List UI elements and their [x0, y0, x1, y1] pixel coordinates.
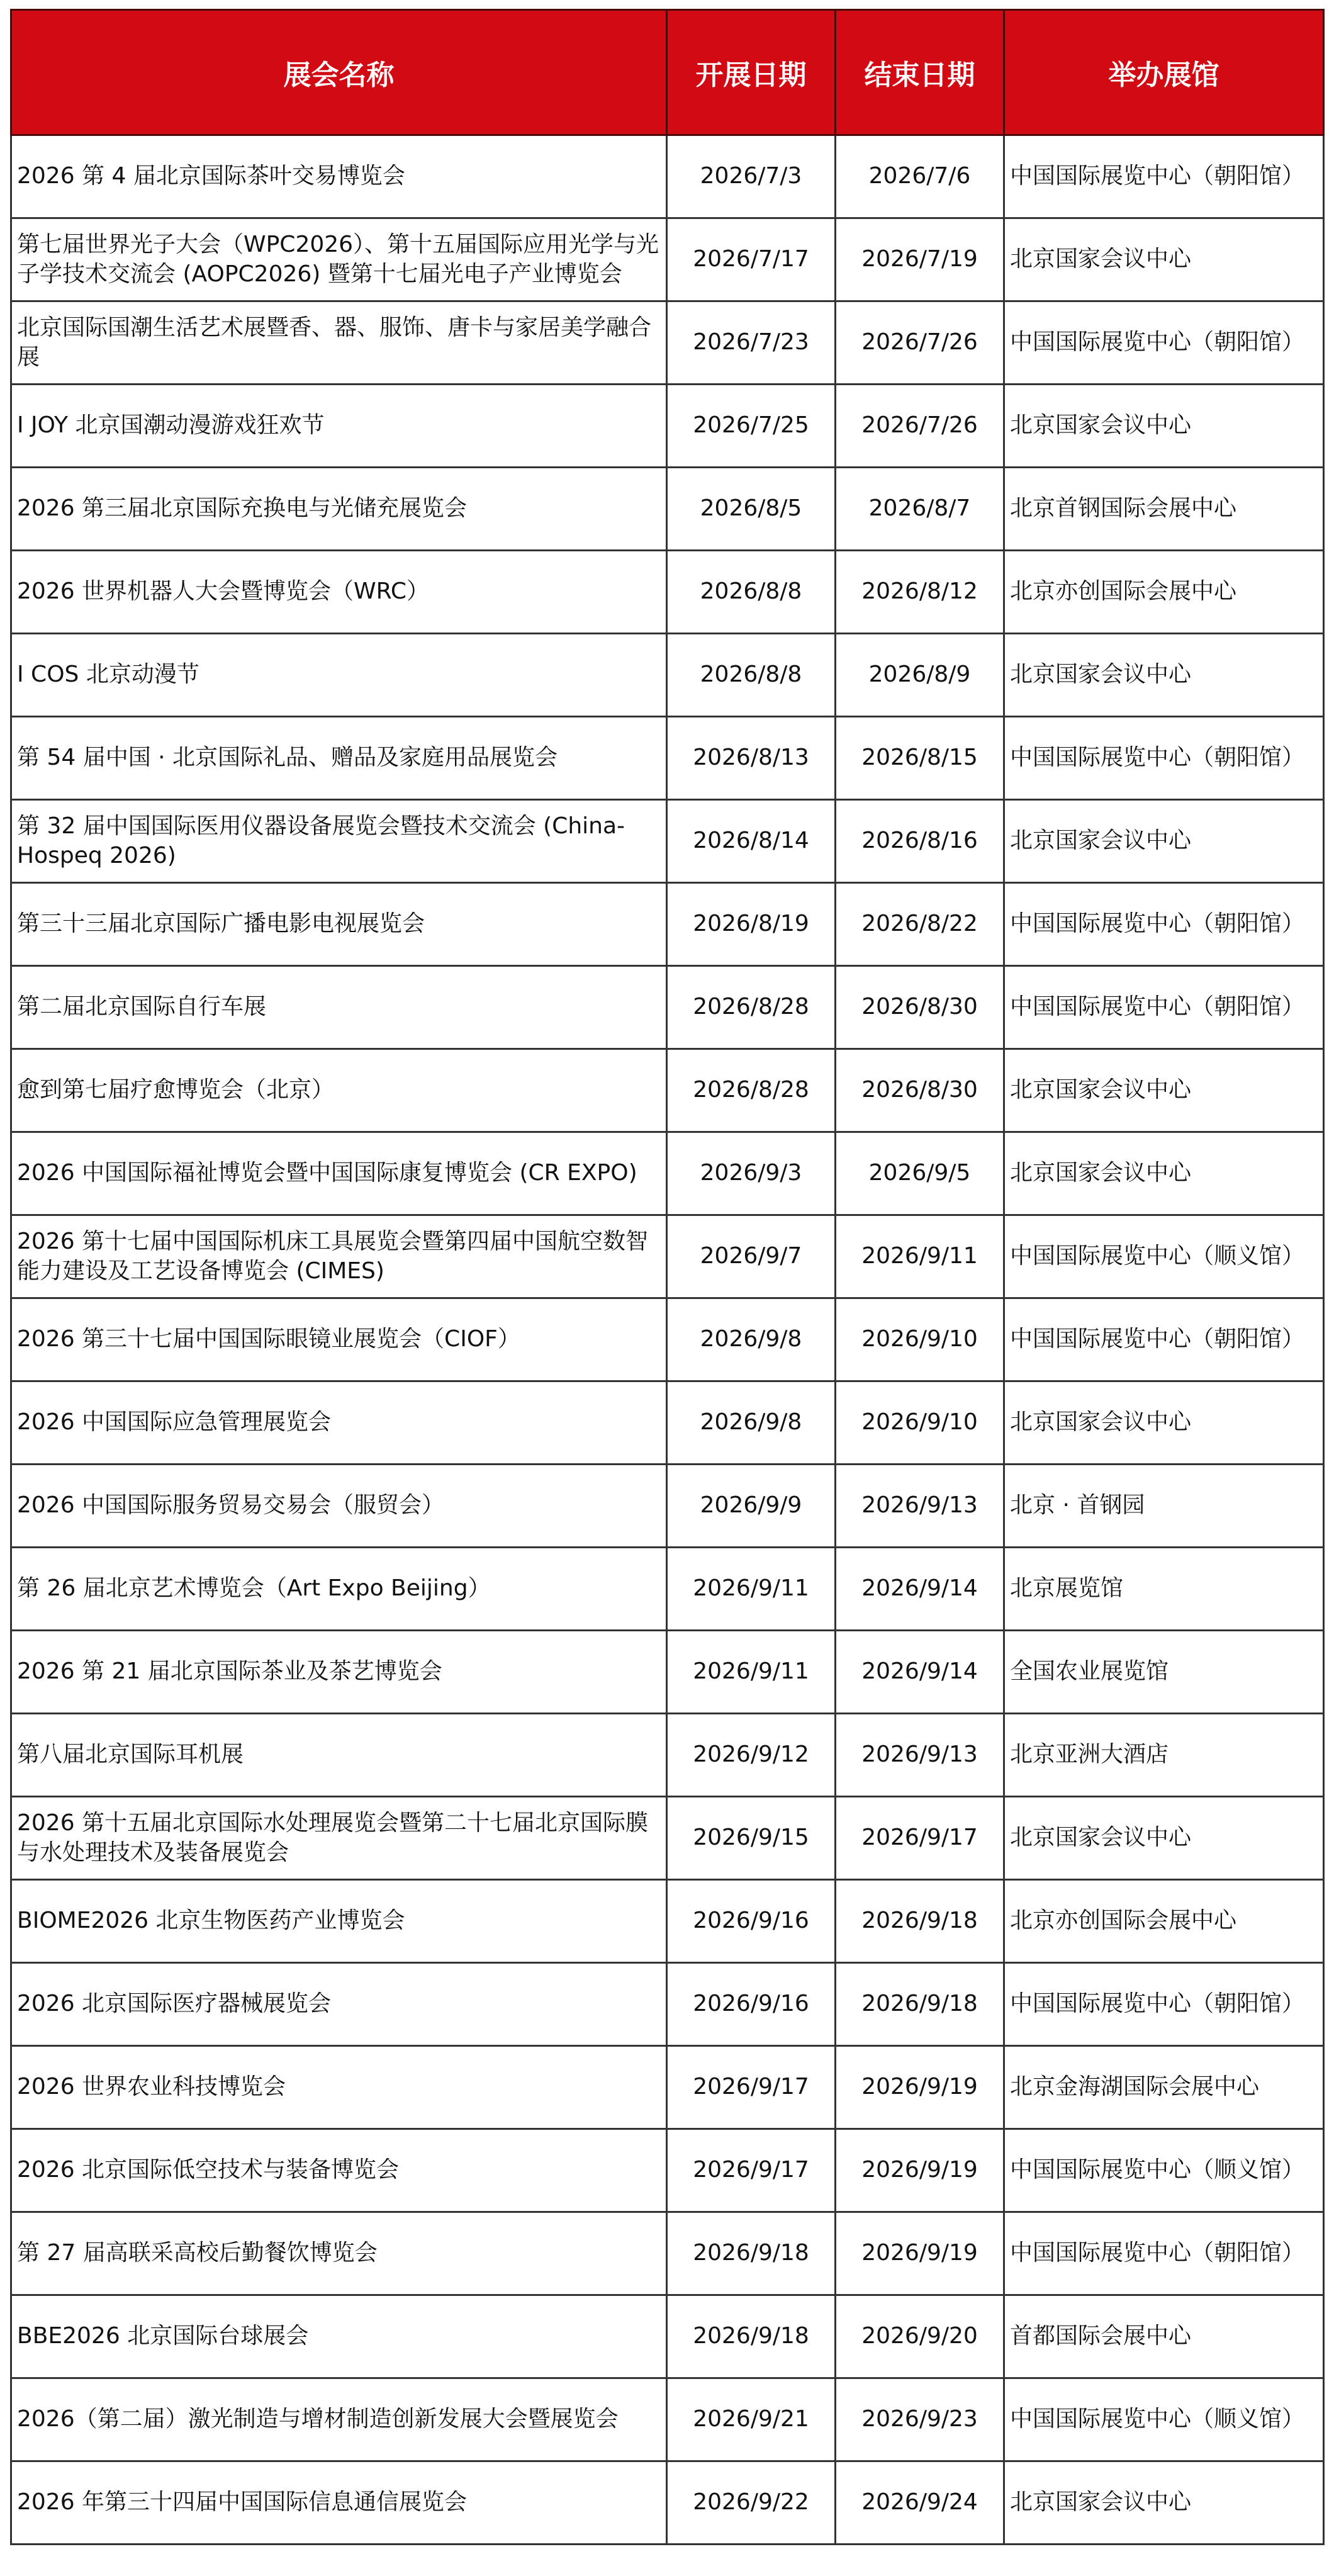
table-row — [11, 1880, 1324, 1963]
cell-start-date: 2026/8/8 — [667, 634, 836, 717]
cell-start-date: 2026/7/23 — [667, 301, 836, 385]
cell-exhibition-name: 第 26 届北京艺术博览会（Art Expo Beijing） — [11, 1548, 667, 1631]
cell-exhibition-name: 北京国际国潮生活艺术展暨香、器、服饰、唐卡与家居美学融合展 — [11, 301, 667, 385]
header-end-date: 结束日期 — [836, 10, 1004, 135]
cell-start-date: 2026/9/21 — [667, 2378, 836, 2461]
cell-start-date: 2026/8/13 — [667, 717, 836, 800]
cell-end-date: 2026/7/26 — [836, 301, 1004, 385]
cell-start-date: 2026/9/12 — [667, 1714, 836, 1797]
table-row — [11, 1714, 1324, 1797]
cell-start-date: 2026/9/8 — [667, 1298, 836, 1381]
cell-exhibition-name: 2026 年第三十四届中国国际信息通信展览会 — [11, 2461, 667, 2545]
cell-end-date: 2026/9/14 — [836, 1548, 1004, 1631]
cell-start-date: 2026/9/22 — [667, 2461, 836, 2545]
cell-venue: 中国国际展览中心（朝阳馆） — [1004, 717, 1324, 800]
cell-exhibition-name: 2026 中国国际应急管理展览会 — [11, 1381, 667, 1465]
cell-venue: 全国农业展览馆 — [1004, 1631, 1324, 1714]
cell-venue: 中国国际展览中心（朝阳馆） — [1004, 2212, 1324, 2295]
cell-exhibition-name: 愈到第七届疗愈博览会（北京） — [11, 1049, 667, 1132]
table-row — [11, 1215, 1324, 1298]
table-row — [11, 717, 1324, 800]
cell-end-date: 2026/9/10 — [836, 1298, 1004, 1381]
cell-start-date: 2026/9/3 — [667, 1132, 836, 1215]
cell-start-date: 2026/9/18 — [667, 2212, 836, 2295]
cell-venue: 中国国际展览中心（朝阳馆） — [1004, 966, 1324, 1049]
cell-start-date: 2026/7/17 — [667, 218, 836, 301]
table-row — [11, 1548, 1324, 1631]
cell-venue: 北京国家会议中心 — [1004, 1049, 1324, 1132]
cell-venue: 中国国际展览中心（顺义馆） — [1004, 2378, 1324, 2461]
cell-venue: 北京国家会议中心 — [1004, 1381, 1324, 1465]
cell-venue: 北京国家会议中心 — [1004, 2461, 1324, 2545]
cell-start-date: 2026/9/16 — [667, 1963, 836, 2046]
cell-end-date: 2026/9/18 — [836, 1963, 1004, 2046]
header-row — [11, 10, 1324, 135]
table-row — [11, 1631, 1324, 1714]
cell-exhibition-name: BIOME2026 北京生物医药产业博览会 — [11, 1880, 667, 1963]
cell-venue: 中国国际展览中心（朝阳馆） — [1004, 1298, 1324, 1381]
exhibition-table-frame — [10, 9, 1323, 2545]
table-row — [11, 1049, 1324, 1132]
cell-venue: 首都国际会展中心 — [1004, 2295, 1324, 2378]
cell-end-date: 2026/9/19 — [836, 2212, 1004, 2295]
cell-start-date: 2026/7/25 — [667, 385, 836, 468]
cell-start-date: 2026/9/17 — [667, 2129, 836, 2212]
cell-start-date: 2026/9/8 — [667, 1381, 836, 1465]
cell-venue: 北京亦创国际会展中心 — [1004, 551, 1324, 634]
cell-exhibition-name: 2026 第 21 届北京国际茶业及茶艺博览会 — [11, 1631, 667, 1714]
table-row — [11, 1797, 1324, 1880]
cell-start-date: 2026/9/9 — [667, 1465, 836, 1548]
cell-start-date: 2026/9/17 — [667, 2046, 836, 2129]
cell-start-date: 2026/9/15 — [667, 1797, 836, 1880]
cell-exhibition-name: 第二届北京国际自行车展 — [11, 966, 667, 1049]
exhibition-schedule-table — [10, 9, 1325, 2545]
cell-exhibition-name: 2026（第二届）激光制造与增材制造创新发展大会暨展览会 — [11, 2378, 667, 2461]
table-body — [11, 135, 1324, 2545]
cell-venue: 北京国家会议中心 — [1004, 800, 1324, 883]
table-row — [11, 2212, 1324, 2295]
cell-exhibition-name: I JOY 北京国潮动漫游戏狂欢节 — [11, 385, 667, 468]
cell-end-date: 2026/8/30 — [836, 1049, 1004, 1132]
cell-venue: 北京国家会议中心 — [1004, 218, 1324, 301]
cell-exhibition-name: 2026 第十七届中国国际机床工具展览会暨第四届中国航空数智能力建设及工艺设备博览会 (CIMES) — [11, 1215, 667, 1298]
table-header — [11, 10, 1324, 135]
cell-end-date: 2026/9/17 — [836, 1797, 1004, 1880]
header-start-date: 开展日期 — [667, 10, 836, 135]
cell-venue: 北京金海湖国际会展中心 — [1004, 2046, 1324, 2129]
table-row — [11, 634, 1324, 717]
cell-venue: 北京国家会议中心 — [1004, 634, 1324, 717]
table-row — [11, 1465, 1324, 1548]
cell-exhibition-name: 2026 第 4 届北京国际茶叶交易博览会 — [11, 135, 667, 218]
cell-end-date: 2026/9/23 — [836, 2378, 1004, 2461]
cell-venue: 中国国际展览中心（朝阳馆） — [1004, 301, 1324, 385]
cell-exhibition-name: 2026 中国国际服务贸易交易会（服贸会） — [11, 1465, 667, 1548]
cell-venue: 北京亦创国际会展中心 — [1004, 1880, 1324, 1963]
cell-exhibition-name: 第 32 届中国国际医用仪器设备展览会暨技术交流会 (China-Hospeq 2026) — [11, 800, 667, 883]
cell-exhibition-name: 2026 第十五届北京国际水处理展览会暨第二十七届北京国际膜与水处理技术及装备展览会 — [11, 1797, 667, 1880]
cell-venue: 中国国际展览中心（顺义馆） — [1004, 1215, 1324, 1298]
cell-end-date: 2026/7/6 — [836, 135, 1004, 218]
cell-end-date: 2026/8/7 — [836, 468, 1004, 551]
cell-venue: 中国国际展览中心（顺义馆） — [1004, 2129, 1324, 2212]
cell-exhibition-name: 第七届世界光子大会（WPC2026）、第十五届国际应用光学与光子学技术交流会 (AOPC2026) 暨第十七届光电子产业博览会 — [11, 218, 667, 301]
cell-end-date: 2026/8/16 — [836, 800, 1004, 883]
table-row — [11, 2046, 1324, 2129]
cell-exhibition-name: 第八届北京国际耳机展 — [11, 1714, 667, 1797]
cell-start-date: 2026/8/8 — [667, 551, 836, 634]
table-row — [11, 218, 1324, 301]
table-row — [11, 2461, 1324, 2545]
cell-exhibition-name: 2026 世界机器人大会暨博览会（WRC） — [11, 551, 667, 634]
cell-venue: 北京 · 首钢园 — [1004, 1465, 1324, 1548]
cell-start-date: 2026/9/11 — [667, 1548, 836, 1631]
table-row — [11, 551, 1324, 634]
cell-end-date: 2026/9/20 — [836, 2295, 1004, 2378]
table-row — [11, 135, 1324, 218]
cell-end-date: 2026/7/19 — [836, 218, 1004, 301]
cell-exhibition-name: 2026 第三届北京国际充换电与光储充展览会 — [11, 468, 667, 551]
cell-end-date: 2026/9/10 — [836, 1381, 1004, 1465]
table-row — [11, 2129, 1324, 2212]
table-row — [11, 1381, 1324, 1465]
cell-start-date: 2026/8/19 — [667, 883, 836, 966]
table-row — [11, 883, 1324, 966]
cell-venue: 北京亚洲大酒店 — [1004, 1714, 1324, 1797]
cell-end-date: 2026/8/12 — [836, 551, 1004, 634]
cell-start-date: 2026/9/11 — [667, 1631, 836, 1714]
cell-end-date: 2026/8/15 — [836, 717, 1004, 800]
cell-end-date: 2026/7/26 — [836, 385, 1004, 468]
header-venue: 举办展馆 — [1004, 10, 1324, 135]
cell-venue: 北京国家会议中心 — [1004, 1132, 1324, 1215]
cell-exhibition-name: 第 27 届高联采高校后勤餐饮博览会 — [11, 2212, 667, 2295]
cell-venue: 北京国家会议中心 — [1004, 385, 1324, 468]
cell-start-date: 2026/9/7 — [667, 1215, 836, 1298]
cell-exhibition-name: BBE2026 北京国际台球展会 — [11, 2295, 667, 2378]
cell-end-date: 2026/9/19 — [836, 2129, 1004, 2212]
header-exhibition-name: 展会名称 — [11, 10, 667, 135]
table-row — [11, 1298, 1324, 1381]
table-row — [11, 301, 1324, 385]
cell-start-date: 2026/8/5 — [667, 468, 836, 551]
cell-venue: 中国国际展览中心（朝阳馆） — [1004, 883, 1324, 966]
cell-venue: 北京国家会议中心 — [1004, 1797, 1324, 1880]
cell-exhibition-name: 2026 中国国际福祉博览会暨中国国际康复博览会 (CR EXPO) — [11, 1132, 667, 1215]
cell-end-date: 2026/9/5 — [836, 1132, 1004, 1215]
cell-exhibition-name: 2026 第三十七届中国国际眼镜业展览会（CIOF） — [11, 1298, 667, 1381]
cell-end-date: 2026/8/22 — [836, 883, 1004, 966]
table-row — [11, 966, 1324, 1049]
cell-exhibition-name: 第三十三届北京国际广播电影电视展览会 — [11, 883, 667, 966]
cell-end-date: 2026/9/13 — [836, 1465, 1004, 1548]
cell-exhibition-name: 第 54 届中国 · 北京国际礼品、赠品及家庭用品展览会 — [11, 717, 667, 800]
table-row — [11, 385, 1324, 468]
cell-venue: 北京首钢国际会展中心 — [1004, 468, 1324, 551]
cell-venue: 中国国际展览中心（朝阳馆） — [1004, 1963, 1324, 2046]
cell-start-date: 2026/8/28 — [667, 966, 836, 1049]
cell-end-date: 2026/9/19 — [836, 2046, 1004, 2129]
cell-start-date: 2026/9/18 — [667, 2295, 836, 2378]
cell-end-date: 2026/9/24 — [836, 2461, 1004, 2545]
table-row — [11, 1963, 1324, 2046]
table-row — [11, 2378, 1324, 2461]
table-row — [11, 468, 1324, 551]
cell-end-date: 2026/8/9 — [836, 634, 1004, 717]
cell-end-date: 2026/9/14 — [836, 1631, 1004, 1714]
cell-exhibition-name: 2026 北京国际医疗器械展览会 — [11, 1963, 667, 2046]
table-row — [11, 800, 1324, 883]
cell-end-date: 2026/8/30 — [836, 966, 1004, 1049]
table-row — [11, 1132, 1324, 1215]
cell-venue: 北京展览馆 — [1004, 1548, 1324, 1631]
cell-end-date: 2026/9/18 — [836, 1880, 1004, 1963]
cell-start-date: 2026/7/3 — [667, 135, 836, 218]
cell-venue: 中国国际展览中心（朝阳馆） — [1004, 135, 1324, 218]
cell-end-date: 2026/9/13 — [836, 1714, 1004, 1797]
cell-exhibition-name: 2026 世界农业科技博览会 — [11, 2046, 667, 2129]
cell-end-date: 2026/9/11 — [836, 1215, 1004, 1298]
cell-exhibition-name: I COS 北京动漫节 — [11, 634, 667, 717]
cell-start-date: 2026/9/16 — [667, 1880, 836, 1963]
cell-exhibition-name: 2026 北京国际低空技术与装备博览会 — [11, 2129, 667, 2212]
cell-start-date: 2026/8/28 — [667, 1049, 836, 1132]
cell-start-date: 2026/8/14 — [667, 800, 836, 883]
table-row — [11, 2295, 1324, 2378]
